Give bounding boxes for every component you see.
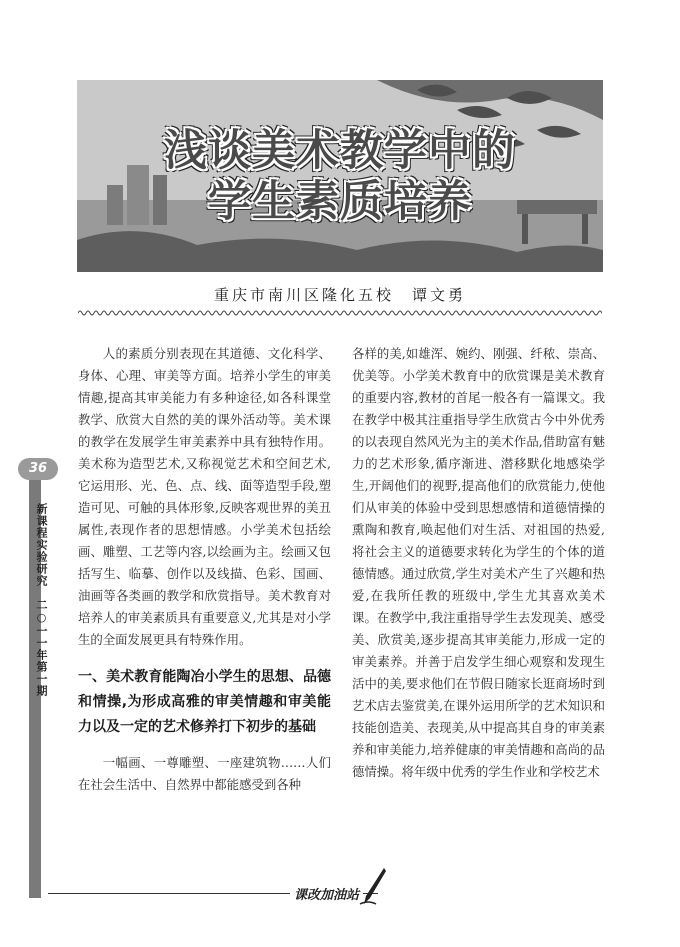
section-heading: 一、美术教育能陶冶小学生的思想、品德和情操,为形成高雅的审美情趣和审美能力以及一定的艺术修养打下初步的基础 — [78, 669, 331, 735]
footer-column-name: 课改加油站 — [290, 884, 363, 903]
page-number: 36 — [18, 458, 58, 480]
body-paragraph: 一幅画、一尊雕塑、一座建筑物……人们在社会生活中、自然界中都能感受到各种 — [78, 755, 331, 792]
left-column — [78, 343, 331, 796]
title-banner — [77, 80, 603, 272]
pen-icon — [358, 866, 388, 906]
right-column — [352, 343, 605, 783]
body-paragraph: 各样的美,如雄浑、婉约、刚强、纤秾、崇高、优美等。小学美术教育中的欣赏课是美术教育的重要内容,教材的首尾一般各有一篇课文。我在教学中极其注重指导学生欣赏古今中外优秀的以表现自然风光为主的美术作品,借助富有魅力的艺术形象,循序渐进、潜移默化地感染学生,开阔他们的视野,提高他们的欣赏能力,使他们从审美的体验中受到思想感情和道德情操的熏陶和教育,唤起他们对生活、对祖国的热爱,将社会主义的道德要求转化为学生的个体的道德情感。通过欣赏,学生对美术产生了兴趣和热爱,在我所任教的班级中,学生尤其喜欢美术课。在教学中,我注重指导学生去发现美、感受美、欣赏美,逐步提高其审美能力,形成一定的审美素养。并善于启发学生细心观察和发现生活中的美,要求他们在节假日随家长逛商场时到艺术店去鉴赏美,在课外运用所学的艺术知识和技能创造美、表现美,从中提高其自身的审美素养和审美能力,培养健康的审美情趣和高尚的品德情操。将年级中优秀的学生作业和学校艺术 — [352, 346, 605, 779]
journal-name: 新课程实验研究 二○一一年第一期 — [35, 503, 48, 697]
body-paragraph: 人的素质分别表现在其道德、文化科学、身体、心理、审美等方面。培养小学生的审美情趣,提高其审美能力有多种途径,如各科课堂教学、欣赏大自然的美的课外活动等。美术课的教学在发展学生审美素养中具有独特作用。美术称为造型艺术,又称视觉艺术和空间艺术,它运用形、光、色、点、线、面等造型手段,塑造可见、可触的具体形象,反映客观世界的美丑属性,表现作者的思想情感。小学美术包括绘画、雕塑、工艺等内容,以绘画为主。绘画又包括写生、临摹、创作以及线描、色彩、国画、油画等各类画的教学和欣赏指导。美术教育对培养人的审美素质具有重要意义,尤其是对小学生的全面发展更具有特殊作用。 — [78, 346, 331, 647]
article-title-line2: 学生素质培养 — [208, 177, 472, 227]
wavy-divider — [78, 309, 602, 317]
author-byline: 重庆市南川区隆化五校 谭文勇 — [213, 286, 466, 304]
article-title-line1: 浅谈美术教学中的 — [164, 126, 516, 176]
